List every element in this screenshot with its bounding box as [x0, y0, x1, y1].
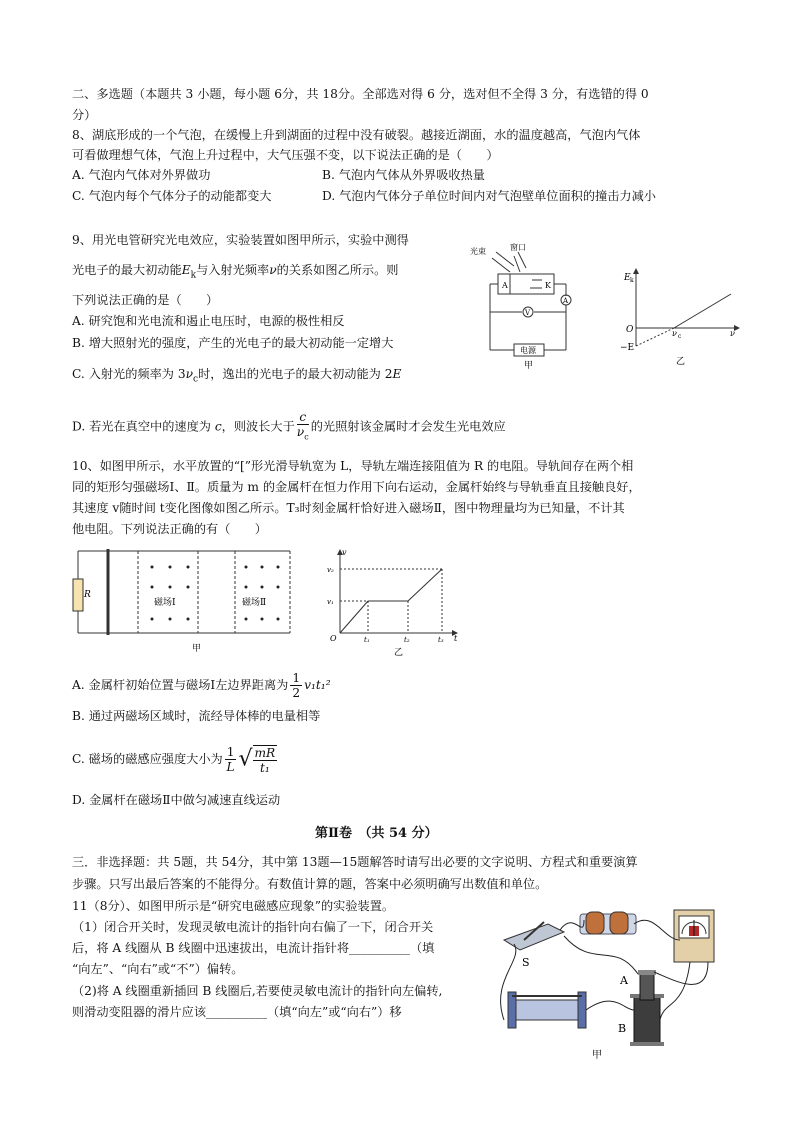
- q10-stem-line2: 同的矩形匀强磁场Ⅰ、Ⅱ。质量为 m 的金属杆在恒力作用下向右运动，金属杆始终与导轨垂直且接触良好，: [72, 480, 641, 494]
- q11-part2-line2: 则滑动变阻器的滑片应该__________（填“向左”或“向右”）移: [72, 1005, 402, 1019]
- q9-yi-xlabel: ν: [730, 329, 735, 338]
- q9-jia-caption: 甲: [524, 361, 534, 370]
- q11-part1-line3: “向左”、“向右”或“不”）偏转。: [72, 962, 244, 976]
- q9-yi-ylabel: E: [624, 273, 631, 283]
- q10-a-text: A. 金属杆初始位置与磁场Ⅰ左边界距离为: [72, 678, 289, 692]
- q9-ek-symbol: E: [181, 263, 191, 277]
- q11-fig-coil-b-label: B: [618, 1022, 627, 1035]
- q8-option-c: C. 气泡内每个气体分子的动能都变大: [72, 189, 272, 203]
- q10-option-c: [72, 742, 279, 777]
- q9-c-nu: ν: [185, 367, 194, 381]
- q11-fig-caption: 甲: [592, 1050, 602, 1061]
- q9-stem-line2: [72, 262, 398, 283]
- q8-stem-line2: 可看做理想气体，气泡上升过程中，大气压强不变，以下说法正确的是（ ）: [72, 148, 499, 162]
- q9-yi-neg-e: −E: [620, 343, 635, 353]
- q9-d-text2: ，则波长大于: [221, 419, 295, 434]
- q11-figure-apparatus: [494, 900, 730, 1062]
- q9-c-text: C. 入射光的频率为 3: [72, 367, 186, 381]
- q10-c-text: C. 磁场的磁感应强度大小为: [72, 752, 223, 766]
- section2-header: 二、多选题（本题共 3 小题，每小题 6分，共 18分。全部选对得 6 分，选对但不全得 3 分，有选错的得 0: [72, 87, 649, 101]
- q10-yi-t2: t₂: [404, 636, 410, 644]
- coil-a-icon: [638, 970, 656, 1000]
- q10-yi-origin: O: [330, 634, 337, 643]
- q9-c-sub: c: [193, 374, 199, 385]
- q11-part1-line1: （1）闭合开关时，发现灵敏电流计的指针向右偏了一下，闭合开关: [72, 920, 434, 934]
- q9-d-den-sub: c: [304, 432, 309, 442]
- q9-stem-line1: 9、用光电管研究光电效应，实验装置如图甲所示，实验中测得: [72, 233, 409, 247]
- switch-icon: [504, 922, 564, 950]
- q10-c-root-denominator: t₁: [259, 760, 270, 775]
- section3-line1: 三．非选择题：共 5题，共 54分，其中第 13题—15题解答时请写出必要的文字说明、方程式和重要演算: [72, 855, 638, 869]
- section2-header-cont: 分）: [72, 108, 97, 122]
- q9-jia-anode-label: A: [502, 281, 508, 290]
- q10-jia-r-label: R: [84, 590, 91, 600]
- q9-jia-light-label: 光束: [470, 247, 486, 256]
- q11-fig-switch-label: S: [522, 956, 530, 969]
- q9-jia-window-label: 窗口: [510, 243, 526, 252]
- q9-d-text: D. 若光在真空中的速度为: [72, 419, 215, 434]
- q11-part1-line2: 后，将 A 线圈从 B 线圈中迅速拔出，电流计指针将__________（填: [72, 941, 435, 955]
- q10-yi-v1: v₁: [327, 598, 334, 606]
- q9-option-a: A. 研究饱和光电流和遏止电压时，电源的极性相反: [72, 314, 345, 328]
- q10-a-expr: v₁t₁²: [304, 678, 331, 692]
- q9-option-c: [72, 366, 401, 387]
- coil-b-icon: [630, 994, 664, 1046]
- q9-figure-jia: [470, 238, 590, 370]
- q9-yi-nuc: ν: [672, 329, 677, 338]
- q10-yi-t1: t₁: [364, 636, 370, 644]
- q9-d-numerator: c: [297, 410, 309, 425]
- q9-ek-sub: k: [190, 270, 197, 281]
- q9-d-den-nu: ν: [296, 425, 305, 439]
- q10-a-fraction: [290, 671, 302, 700]
- q9-jia-ammeter-label: A: [563, 297, 569, 305]
- q9-figure-yi: [616, 262, 746, 370]
- q9-jia-source-label: 电源: [520, 346, 536, 355]
- q10-c-fraction: [225, 745, 237, 774]
- part2-title: 第Ⅱ卷 （共 54 分）: [315, 826, 438, 841]
- q10-option-b: B. 通过两磁场区域时，流经导体棒的电量相等: [72, 709, 321, 723]
- q10-c-numerator: 1: [226, 745, 235, 759]
- q10-jia-caption: 甲: [192, 644, 202, 654]
- q10-yi-t-axis: t: [454, 634, 458, 643]
- q9-d-text3: 的光照射该金属时才会发生光电效应: [310, 419, 506, 434]
- q9-nu-symbol: ν: [269, 263, 277, 277]
- q11-part2-line1: （2)将 A 线圈重新插回 B 线圈后,若要使灵敏电流计的指针向左偏转,: [72, 984, 443, 998]
- q9-yi-caption: 乙: [676, 357, 686, 367]
- q9-option-b: B. 增大照射光的强度，产生的光电子的最大初动能一定增大: [72, 336, 394, 350]
- q11-fig-coil-a-label: A: [620, 974, 628, 987]
- q9-c-text2: 时，逸出的光电子的最大初动能为 2: [198, 367, 393, 381]
- q10-jia-field2-label: 磁场Ⅱ: [242, 598, 267, 608]
- q11-stem: 11（8分）、如图甲所示是“研究电磁感应现象”的实验装置。: [72, 899, 395, 913]
- galvanometer-icon: [674, 910, 714, 962]
- q10-figure-yi: [326, 545, 466, 657]
- q9-jia-voltmeter-label: V: [525, 309, 531, 317]
- rheostat-icon: [508, 992, 586, 1028]
- q8-option-b: B. 气泡内气体从外界吸收热量: [322, 168, 485, 182]
- q8-stem-line1: 8、湖底形成的一个气泡，在缓慢上升到湖面的过程中没有破裂。越接近湖面，水的温度越高，气泡内气体: [72, 128, 641, 142]
- q10-stem-line1: 10、如图甲所示，水平放置的“[”形光滑导轨宽为 L，导轨左端连接阻值为 R 的电阻。导轨间存在两个相: [72, 459, 634, 473]
- q8-option-a: A. 气泡内气体对外界做功: [72, 168, 211, 182]
- q9-d-c: c: [214, 419, 222, 434]
- q10-c-sqrt: √ $\frac{mR}{\text{t₁}}$: [238, 745, 276, 775]
- q9-stem-line3: 下列说法正确的是（ ）: [72, 293, 219, 307]
- q9-yi-ylabel-sub: k: [630, 277, 634, 284]
- q10-yi-v2: v₂: [327, 566, 334, 574]
- q10-c-root-numerator: mR: [254, 745, 276, 760]
- q10-stem-line4: 他电阻。下列说法正确的有（ ）: [72, 522, 267, 536]
- q10-option-a: [72, 668, 331, 702]
- q10-yi-v-axis: v: [342, 548, 347, 557]
- q9-jia-cathode-label: K: [545, 281, 551, 290]
- section3-line2: 步骤。只写出最后答案的不能得分。有数值计算的题，答案中必须明确写出数值和单位。: [72, 877, 548, 891]
- q10-yi-caption: 乙: [394, 648, 404, 657]
- q10-stem-line3: 其速度 v随时间 t变化图像如图乙所示。T₃时刻金属杆恰好进入磁场Ⅱ，图中物理量均为已知量，不计其: [72, 501, 625, 515]
- q10-figure-jia: [70, 545, 300, 655]
- q9-text2: 与入射光频率: [196, 263, 270, 277]
- q9-option-d: [72, 410, 506, 444]
- battery-icon: [580, 912, 636, 934]
- q10-option-d: D. 金属杆在磁场Ⅱ中做匀减速直线运动: [72, 793, 281, 807]
- q9-yi-origin: O: [626, 325, 634, 335]
- q10-c-denominator: L: [226, 760, 235, 774]
- q9-text3: 的关系如图乙所示。则: [276, 263, 399, 277]
- q9-text: 光电子的最大初动能: [72, 263, 182, 277]
- q10-yi-t3: t₃: [438, 636, 444, 644]
- q10-a-numerator: 1: [292, 671, 301, 685]
- q9-d-fraction: [297, 410, 309, 444]
- q9-d-denominator: [297, 425, 309, 444]
- q10-a-denominator: 2: [292, 686, 301, 700]
- q9-c-e: E: [392, 367, 402, 381]
- q9-yi-nuc-sub: c: [678, 333, 682, 340]
- q8-option-d: D. 气泡内气体分子单位时间内对气泡壁单位面积的撞击力减小: [322, 189, 656, 203]
- q10-jia-field1-label: 磁场Ⅰ: [154, 598, 176, 608]
